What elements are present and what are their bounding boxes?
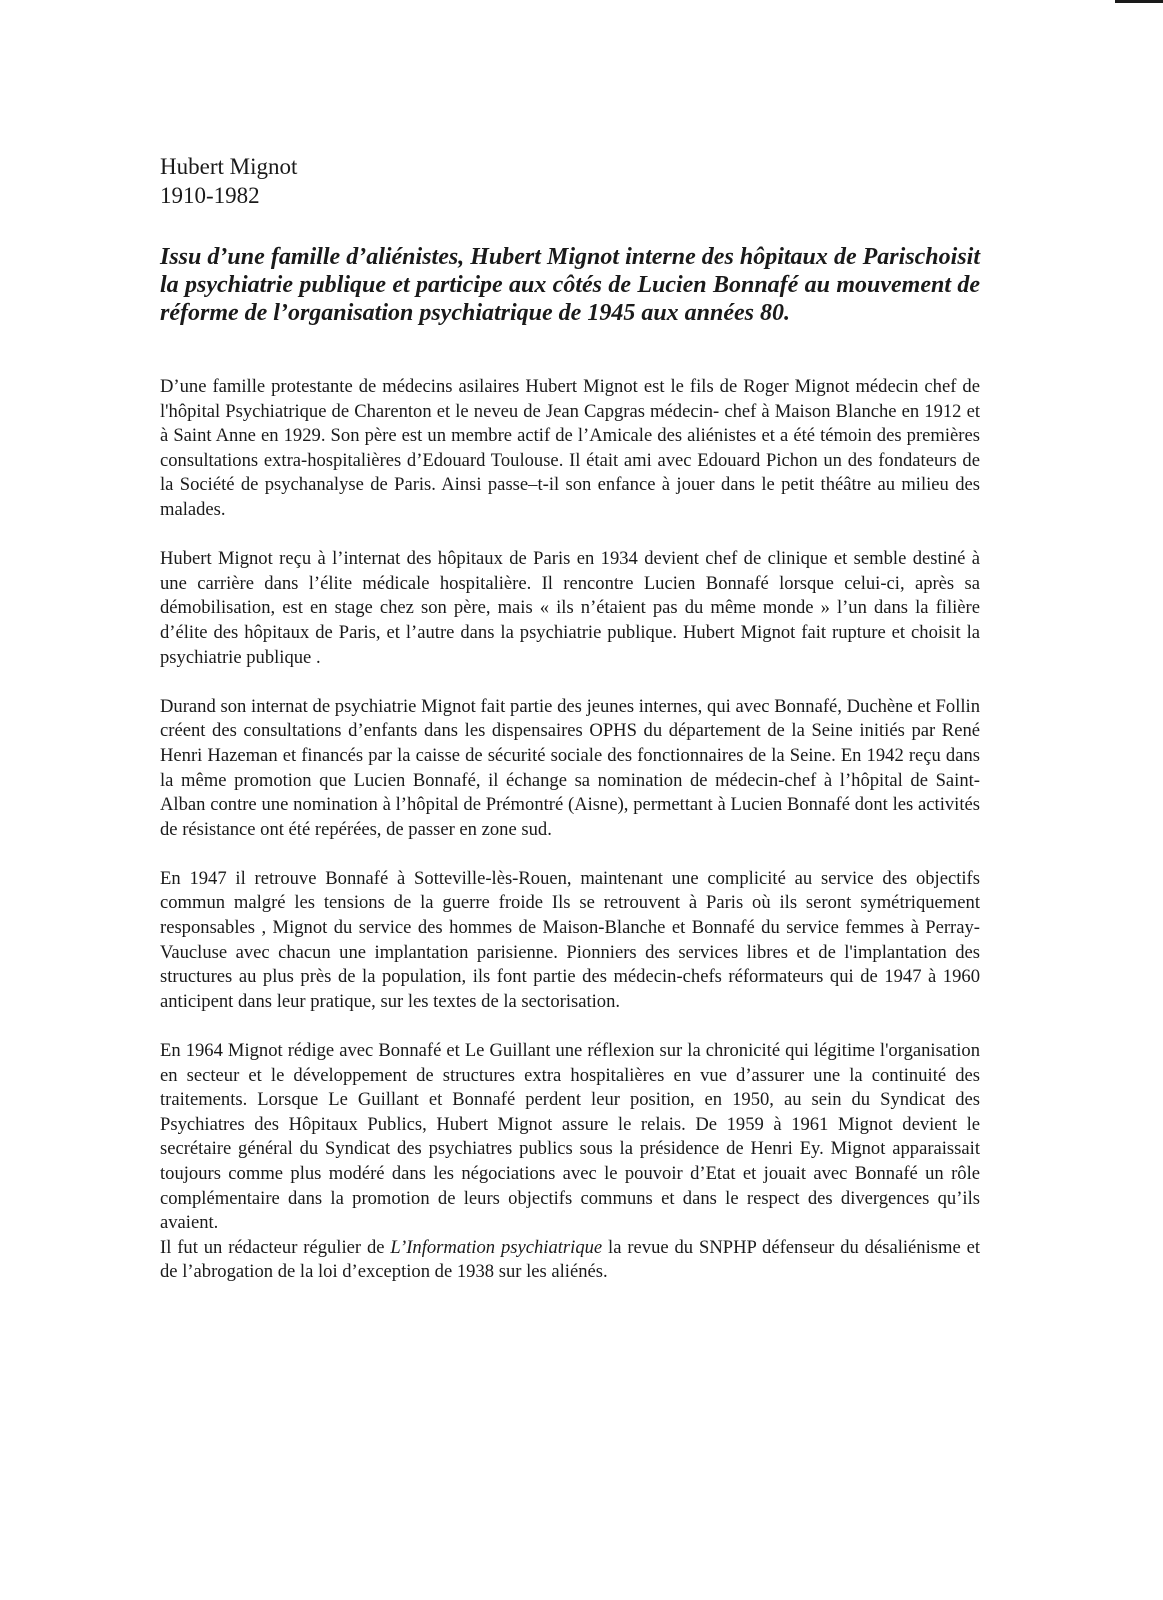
paragraph-psychiatry-internship: Durand son internat de psychiatrie Mignot fait partie des jeunes internes, qui avec Bonnafé, Duchène et Follin créent des consultations d’enfants dans les dispensaires OPHS du département de la Seine initiés par René Henri Hazeman et financés par la caisse de sécurité sociale des fonctionnaires de la Seine. En 1942 reçu dans la même promotion que Lucien Bonnafé, il échange sa nomination de médecin-chef à l’hôpital de Saint-Alban contre une nomination à l’hôpital de Prémontré (Aisne), permettant à Lucien Bonnafé dont les activités de résistance ont été repérées, de passer en zone sud. (160, 695, 980, 840)
author-dates: 1910-1982 (160, 183, 260, 208)
final-text-before: Il fut un rédacteur régulier de (160, 1236, 391, 1258)
document-page (160, 152, 980, 1285)
paragraph-1964: En 1964 Mignot rédige avec Bonnafé et Le Guillant une réflexion sur la chronicité qui légitime l'organisation en secteur et le développement de structures extra hospitalières en vue d’assurer une la continuité des traitements. Lorsque Le Guillant et Bonnafé perdent leur position, en 1950, au sein du Syndicat des Psychiatres des Hôpitaux Publics, Hubert Mignot assure le relais. De 1959 à 1961 Mignot devient le secrétaire général du Syndicat des psychiatres publics sous la présidence de Henri Ey. Mignot apparaissait toujours comme plus modéré dans les négociations avec le pouvoir d’Etat et jouait avec Bonnafé un rôle complémentaire dans la promotion de leurs objectifs communs et dans le respect des divergences qu’ils avaient. (160, 1040, 980, 1234)
paragraph-internat: Hubert Mignot reçu à l’internat des hôpitaux de Paris en 1934 devient chef de clinique et semble destiné à une carrière dans l’élite médicale hospitalière. Il rencontre Lucien Bonnafé lorsque celui-ci, après sa démobilisation, est en stage chez son père, mais « ils n’étaient pas du même monde » l’un dans la filière d’élite des hôpitaux de Paris, et l’autre dans la psychiatrie publique. Hubert Mignot fait rupture et choisit la psychiatrie publique . (160, 548, 980, 668)
final-text-after: la revue du SNPHP défenseur du désaliénisme et de l’abrogation de la loi d’exception de 1938 sur les aliénés. (160, 1236, 980, 1283)
journal-title: L’Information psychiatrique (390, 1236, 603, 1258)
paragraph-1947: En 1947 il retrouve Bonnafé à Sotteville-lès-Rouen, maintenant une complicité au service des objectifs commun malgré les tensions de la guerre froide Ils se retrouvent à Paris où ils seront symétriquement responsables , Mignot du service des hommes de Maison-Blanche et Bonnafé du service femmes à Perray-Vaucluse avec chacun une implantation parisienne. Pionniers des services libres et de l'implantation des structures au plus près de la population, ils font partie des médecin-chefs réformateurs qui de 1947 à 1960 anticipent dans leur pratique, sur les textes de la sectorisation. (160, 867, 980, 1012)
paragraph-family: D’une famille protestante de médecins asilaires Hubert Mignot est le fils de Roger Mignot médecin chef de l'hôpital Psychiatrique de Charenton et le neveu de Jean Capgras médecin- chef à Maison Blanche en 1912 et à Saint Anne en 1929. Son père est un membre actif de l’Amicale des aliénistes et a été témoin des premières consultations extra-hospitalières d’Edouard Toulouse. Il était ami avec Edouard Pichon un des fondateurs de la Société de psychanalyse de Paris. Ainsi passe–t-il son enfance à jouer dans le petit théâtre au milieu des malades. (160, 376, 980, 520)
author-name: Hubert Mignot (160, 154, 298, 179)
scan-edge-mark (1115, 0, 1163, 3)
paragraph-information-psychiatrique (160, 1236, 980, 1285)
lead-summary: Issu d’une famille d’aliénistes, Hubert Mignot interne des hôpitaux de Parischoisit la psychiatrie publique et participe aux côtés de Lucien Bonnafé au mouvement de réforme de l’organisation psychiatrique de 1945 aux années 80. (160, 244, 980, 326)
